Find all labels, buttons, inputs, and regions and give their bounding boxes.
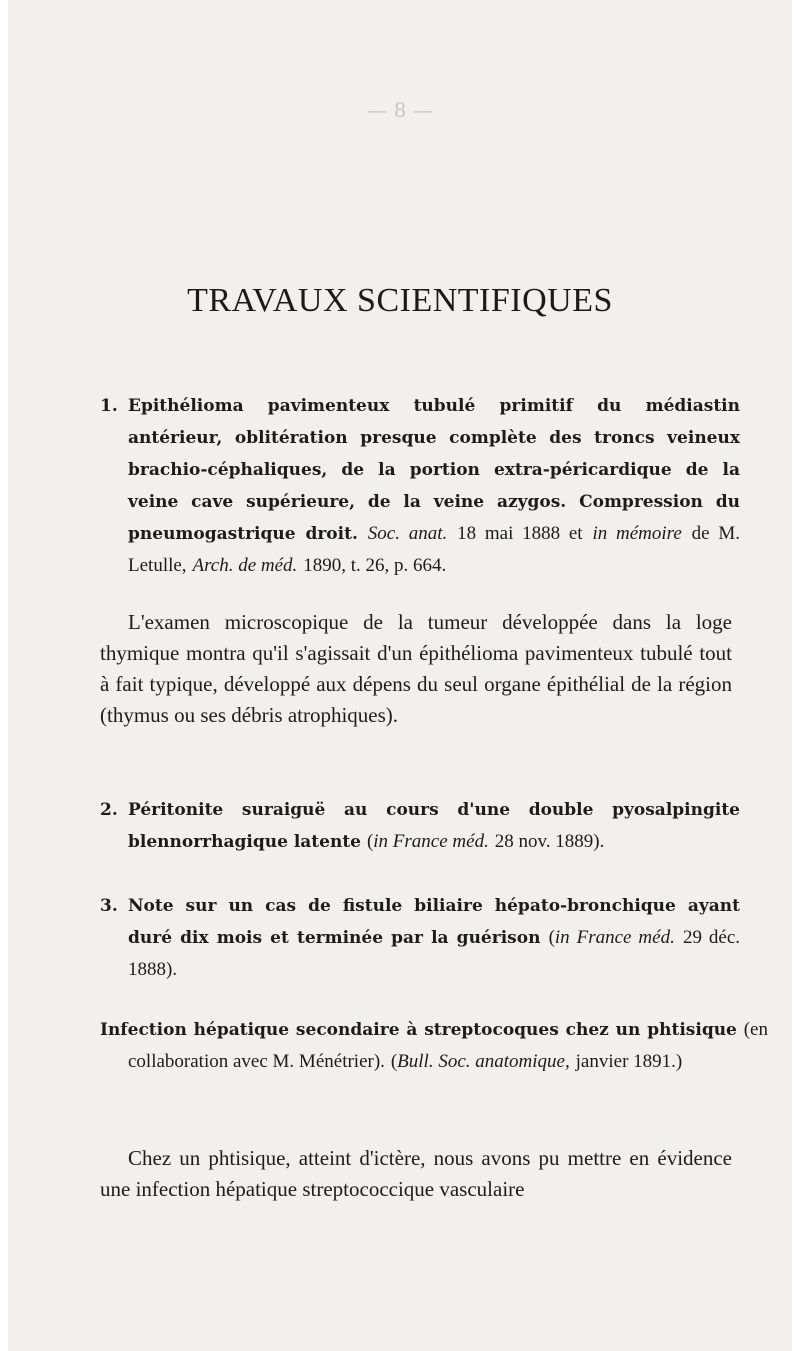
- entry-collaboration: (en collaboration avec M. Ménétrier).: [128, 1019, 768, 1072]
- entry-citation: 28 nov. 1889).: [494, 831, 605, 852]
- entry-citation: 29 déc. 1888).: [128, 927, 741, 980]
- entry-date: 18 mai 1888 et: [457, 523, 583, 544]
- entry-citation: janvier 1891.): [575, 1051, 683, 1072]
- publication-entry-3: [100, 890, 740, 986]
- publication-entry-4: [100, 1014, 768, 1078]
- entry-archive: Arch. de méd.: [192, 555, 298, 576]
- entry-title: Infection hépatique secondaire à streptocoques chez un phtisique: [100, 1020, 737, 1040]
- document-page: [8, 0, 792, 1351]
- page-number: — 8 —: [367, 98, 433, 122]
- entry-journal: Soc. anat.: [367, 523, 448, 544]
- paragraph-examen: L'examen microscopique de la tumeur développée dans la loge thymique montra qu'il s'agissait d'un épithélioma pavimenteux tubulé tout à fait typique, développé aux dépens du seul organe épithélial de la région (thymus ou ses débris atrophiques).: [100, 610, 732, 727]
- entry-number: 1.: [100, 396, 118, 416]
- paragraph-phtisique: Chez un phtisique, atteint d'ictère, nous avons pu mettre en évidence une infection hépatique streptococcique vasculaire: [100, 1146, 732, 1201]
- entry-memoire: in mémoire: [592, 523, 682, 544]
- entry-author: de M. Letulle,: [128, 523, 740, 576]
- entry-number: 3.: [100, 896, 118, 916]
- entry-paren: (: [548, 927, 555, 948]
- entry-journal: in France méd.: [373, 831, 489, 852]
- entry-journal: Bull. Soc. anatomique,: [397, 1051, 570, 1072]
- entry-citation: 1890, t. 26, p. 664.: [303, 555, 447, 576]
- page-title: TRAVAUX SCIENTIFIQUES: [187, 282, 613, 319]
- entry-number: 2.: [100, 800, 118, 820]
- entry-paren: (: [390, 1051, 398, 1072]
- publication-entry-2: [100, 794, 740, 858]
- publication-entry-1: [100, 390, 740, 582]
- entry-journal: in France méd.: [554, 927, 675, 948]
- entry-paren: (: [366, 831, 374, 852]
- entry-title: Péritonite suraiguë au cours d'une double pyosalpingite blennorrhagique latente: [128, 800, 740, 852]
- entry-title: Note sur un cas de fistule biliaire hépato-bronchique ayant duré dix mois et terminée par la guérison: [128, 896, 740, 948]
- entry-title: Epithélioma pavimenteux tubulé primitif du médiastin antérieur, oblitération presque complète des troncs veineux brachio-céphaliques, de la portion extra-péricardique de la veine cave supérieure, de la veine azygos. Compression du pneumogastrique droit.: [128, 396, 740, 544]
